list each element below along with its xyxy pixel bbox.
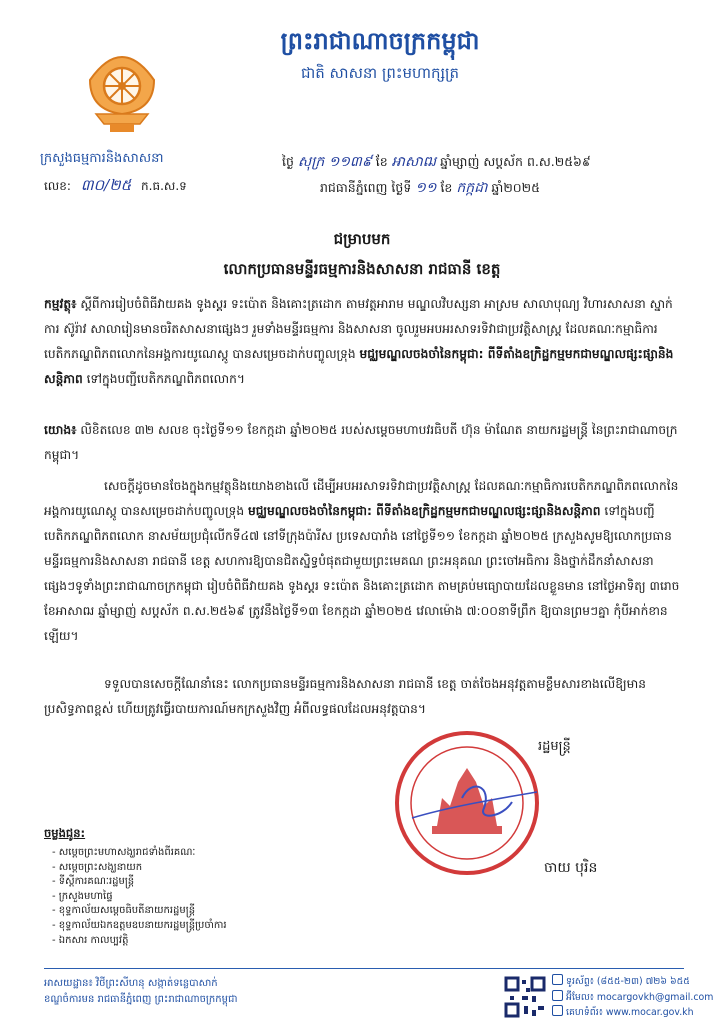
body1-site-name: មជ្ឈមណ្ឌលចងចាំនៃកម្ពុជា: ពីទីតាំងឧក្រិដ្ឋកម្មមកជាមណ្ឌលផ្សះផ្សានិងសន្តិភាព (247, 504, 601, 518)
recipient: លោកប្រធានមន្ទីរធម្មការនិងសាសនា រាជធានី ខេត្ត (223, 260, 501, 278)
footer-address (44, 976, 237, 1008)
cc-item: - ខុទ្ទកាល័យសម្តេចធិបតីនាយករដ្ឋមន្ត្រី (52, 905, 196, 917)
lunar-month: អាសាឍ (391, 154, 437, 170)
lunar-date (282, 152, 702, 173)
national-motto: ជាតិ សាសនា ព្រះមហាក្សត្រ (300, 64, 460, 82)
solar-month-label: ខែ (440, 180, 453, 195)
subject-label: កម្មវត្ថុ៖ (44, 297, 77, 311)
address-line-2: ខណ្ឌចំការមន រាជធានីភ្នំពេញ ព្រះរាជាណាចក្រកម្ពុជា (44, 994, 238, 1005)
phone-text: ទូរស័ព្ទ៖ (៨៥៥-២៣) ៧២៦ ៦៥៥ (566, 976, 690, 987)
lunar-month-label: ខែ (375, 154, 388, 169)
ministry-name: ក្រសួងធម្មការនិងសាសនា (40, 151, 164, 166)
signatory-name: ចាយ បុរិន (544, 860, 598, 876)
footer-divider (44, 968, 684, 969)
address-line-1: អាសយដ្ឋាន៖ វិថីព្រះសីហនុ សង្កាត់ទន្លេបាសាក់ (44, 978, 218, 989)
cc-item: - ខុទ្ទកាល័យឯកឧត្តមឧបនាយករដ្ឋមន្ត្រីប្រចាំការ (52, 919, 227, 931)
phone-icon (552, 974, 563, 985)
subject-site-name: មជ្ឈមណ្ឌលចងចាំនៃកម្ពុជា: ពីទីតាំងឧក្រិដ្ឋកម្មមកជាមណ្ឌលផ្សះផ្សានិងសន្តិភាព (44, 347, 674, 386)
solar-prefix: រាជធានីភ្នំពេញ ថ្ងៃទី (320, 180, 412, 195)
body1-text: សេចក្តីដូចមានចែងក្នុងកម្មវត្ថុនិងយោងខាងលើ ដើម្បីអបអរសាទរទិវាជាប្រវត្តិសាស្ត្រ ដែលគណៈកម្មាធិការបេតិកភណ្ឌពិភពលោកនៃអង្គការយូណេស្កូ បានសម្រេចដាក់បញ្ចូលទ្រុង (44, 479, 679, 518)
solar-day: ១១ (415, 180, 437, 196)
lunar-prefix: ថ្ងៃ (282, 154, 294, 169)
footer-email[interactable] (552, 990, 713, 1006)
cc-item: - ទីស្តីការគណៈរដ្ឋមន្ត្រី (52, 876, 135, 888)
footer-phone (552, 974, 713, 990)
website-text: គេហទំព័រ៖ www.mocar.gov.kh (566, 1007, 694, 1018)
kingdom-title: ព្រះរាជាណាចក្រកម្ពុជា (280, 27, 480, 55)
subject-paragraph (44, 292, 684, 392)
body-paragraph-1 (44, 474, 684, 649)
lunar-tail: ឆ្នាំម្សាញ់ សប្តស័ក ព.ស.២៥៦៩ (440, 154, 591, 169)
email-text: អ៊ីមែល៖ mocargovkh@gmail.com (566, 991, 714, 1003)
body-paragraph-2: ទទួលបានសេចក្តីណែនាំនេះ លោកប្រធានមន្ទីរធម្មការនិងសាសនា រាជធានី ខេត្ត ចាត់ចែងអនុវត្តតាមខ្លឹមសារខាងលើឱ្យមានប្រសិទ្ធភាពខ្ពស់ ហើយត្រូវធ្វើរបាយការណ៍មកក្រសួងវិញ អំពីលទ្ធផលដែលអនុវត្តបាន។ (44, 677, 646, 716)
body1-text-end: ទៅក្នុងបញ្ជីបេតិកភណ្ឌពិភពលោក នាសម័យប្រជុំលើកទី៤៧ នៅទីក្រុងប៉ារីស ប្រទេសបារាំង នៅថ្ងៃទី១១ ខែកក្កដា ឆ្នាំ២០២៥ ក្រសួងសូមឱ្យលោកប្រធានមន្ទីរធម្មការនិងសាសនា រាជធានី ខេត្ត សហការឱ្យបានជិតស្និទ្ធបំផុតជាមួយព្រះមេគណ ព្រះអនុគណ ព្រះចៅអធិការ និងថ្នាក់ដឹកនាំសាសនាផ្សេងៗទូទាំងព្រះរាជាណាចក្រកម្ពុជា រៀបចំពិធីវាយគង ទូងស្គរ ទះប៉ោត និងគោះត្រដោក តាមគ្រប់មធ្យោបាយដែលខ្លួនមាន នៅថ្ងៃអាទិត្យ ៣រោច ខែអាសាឍ ឆ្នាំម្សាញ់ សប្តស័ក ព.ស.២៥៦៩ ត្រូវនឹងថ្ងៃទី១៣ ខែកក្កដា ឆ្នាំ២០២៥ វេលាម៉ោង ៧:០០នាទីព្រឹក ឱ្យបានព្រមៗគ្នា កុំបីអាក់ខានឡើយ។ (44, 504, 680, 643)
reference-paragraph (44, 418, 684, 468)
email-icon (552, 990, 563, 1001)
cc-title: ចម្លងជូន: (44, 826, 86, 840)
ref-number-handwritten: ៣០/២៥ (80, 176, 132, 194)
ref-suffix: ក.ធ.ស.ទ (141, 179, 187, 193)
globe-icon (552, 1005, 563, 1016)
ministry-emblem-icon (82, 40, 162, 136)
cc-list (52, 846, 227, 948)
cc-item: - ឯកសារ កាលប្បវត្តិ (52, 934, 129, 946)
reference-text: លិខិតលេខ ៣២ សលខ ចុះថ្ងៃទី១១ ខែកក្កដា ឆ្នាំ២០២៥ របស់សម្តេចមហាបវរធិបតី ហ៊ុន ម៉ាណែត នាយករដ្ឋមន្ត្រី នៃព្រះរាជាណាចក្រកម្ពុជា។ (44, 423, 678, 462)
footer-contacts (552, 974, 713, 1021)
solar-tail: ឆ្នាំ២០២៥ (491, 180, 540, 195)
ref-label: លេខ: (44, 179, 71, 193)
subject-text: ស្តីពីការរៀបចំពិធីវាយគង ទូងស្គរ ទះប៉ោត និងគោះត្រដោក តាមវត្តអារាម មណ្ឌលវិបស្សនា អាស្រម សាលាបុណ្យ វិហារសាសនា ស្នាក់ការ ស៊ូរ៉ាវ សាលារៀនមានចរិតសាសនាផ្សេងៗ រួមទាំងមន្ទីរធម្មការ និងសាសនា ចូលរួមអបអរសាទរទិវាជាប្រវត្តិសាស្ត្រ ដែលគណៈកម្មាធិការបេតិកភណ្ឌពិភពលោកនៃអង្គការយូណេស្កូ បានសម្រេចដាក់បញ្ចូលទ្រុង (44, 297, 673, 361)
subject-text-end: ទៅក្នុងបញ្ជីបេតិកភណ្ឌពិភពលោក។ (86, 372, 245, 386)
official-seal-icon (392, 728, 542, 878)
solar-month: កក្កដា (456, 180, 488, 196)
qr-code-icon[interactable] (504, 976, 546, 1018)
reference-label: យោង៖ (44, 423, 77, 437)
footer-website[interactable] (552, 1005, 713, 1021)
cc-item: - សម្តេចព្រះមហាសង្ឃរាជទាំងពីរគណៈ (52, 847, 196, 858)
salutation: ជម្រាបមក (333, 230, 391, 248)
cc-item: - ក្រសួងមហាផ្ទៃ (52, 890, 113, 902)
cc-item: - សម្តេចព្រះសង្ឃនាយក (52, 861, 143, 873)
lunar-day: សុក្រ ១១៣៩ (297, 154, 372, 170)
solar-date (320, 178, 700, 199)
signatory-title: រដ្ឋមន្ត្រី (538, 739, 571, 754)
reference-number-row (44, 176, 193, 198)
